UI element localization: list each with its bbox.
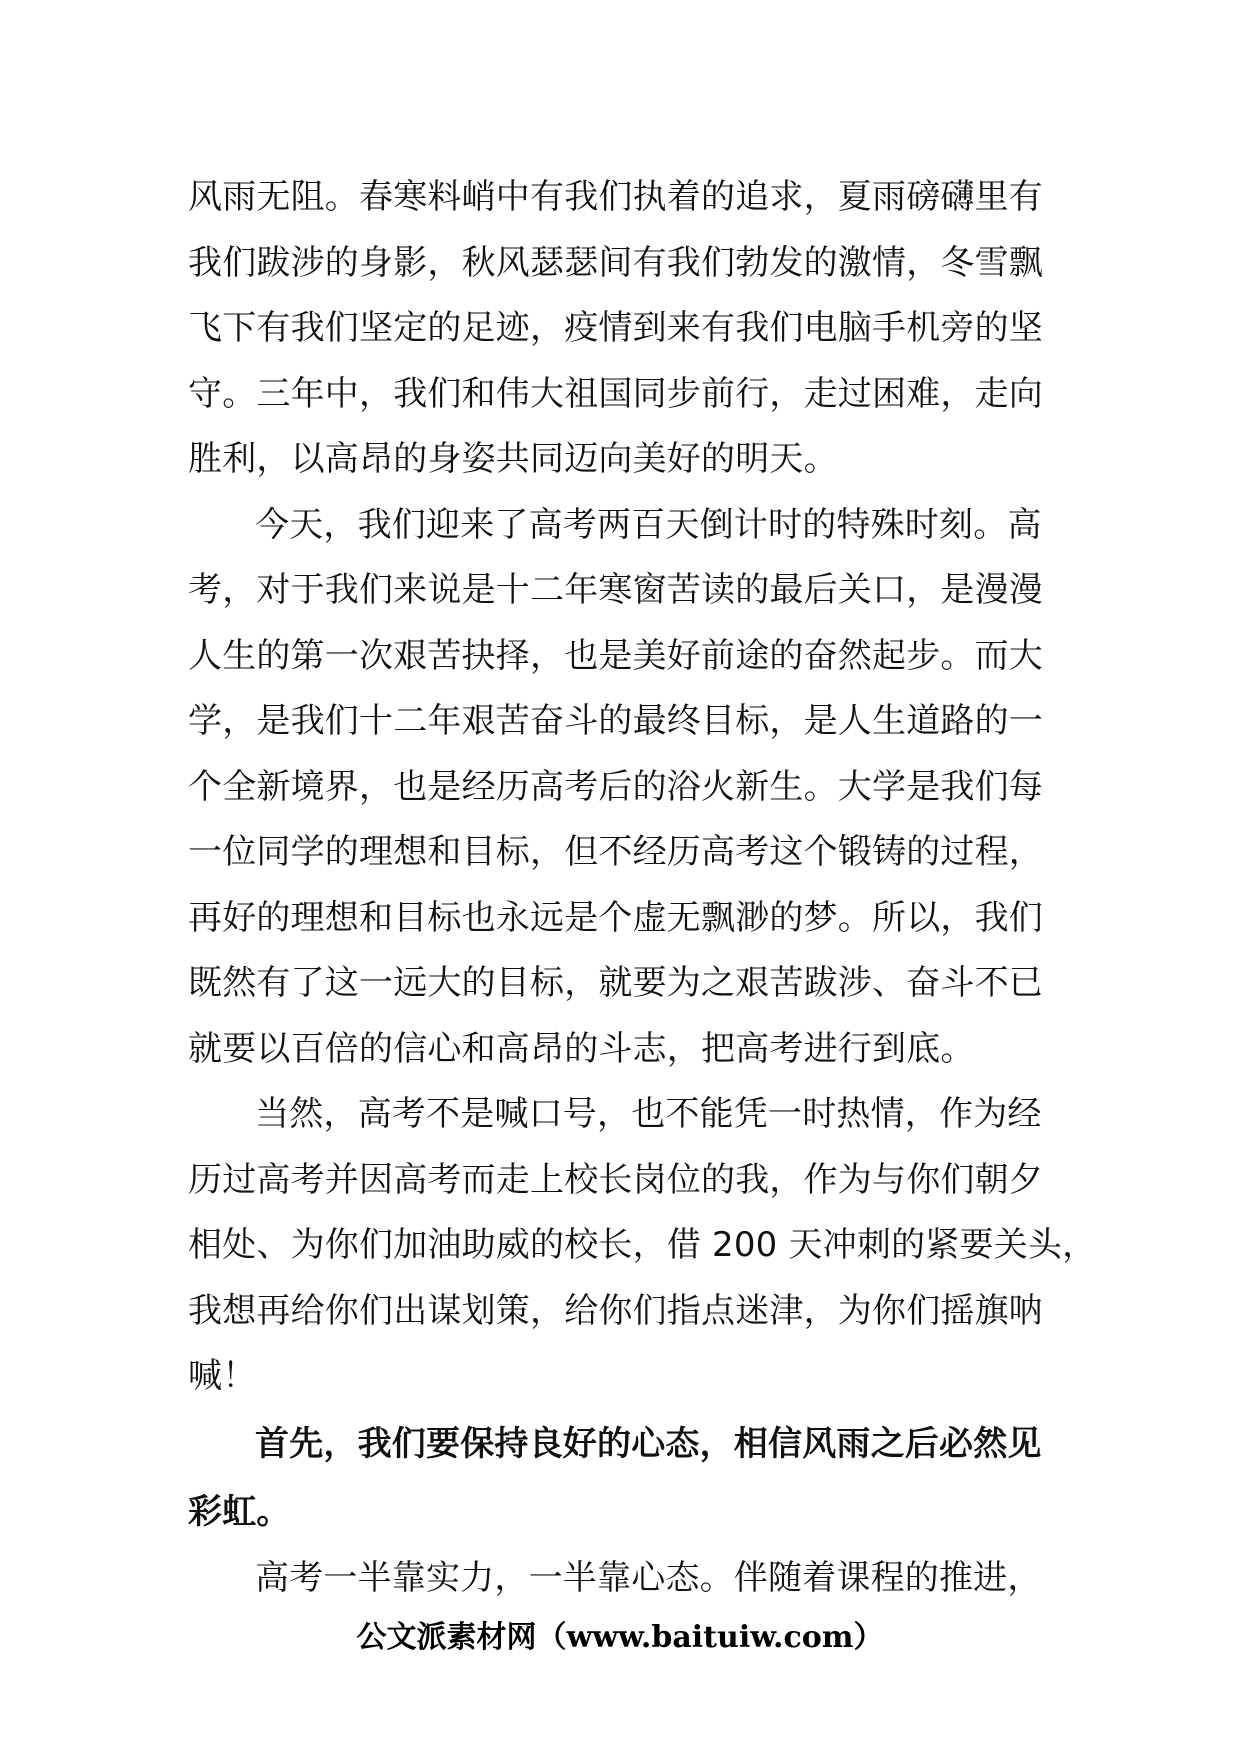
text-line: 飞下有我们坚定的足迹，疫情到来有我们电脑手机旁的坚 bbox=[188, 308, 1043, 348]
text-line: 人生的第一次艰苦抉择，也是美好前途的奋然起步。而大 bbox=[188, 635, 1043, 676]
text-line: 再好的理想和目标也永远是个虚无飘渺的梦。所以，我们 bbox=[188, 897, 1043, 938]
text-line: 历过高考并因高考而走上校长岗位的我，作为与你们朝夕 bbox=[188, 1159, 1043, 1200]
text-line: 风雨无阻。春寒料峭中有我们执着的追求，夏雨磅礴里有 bbox=[188, 177, 1043, 217]
body-text bbox=[188, 165, 1097, 1611]
text-line: 学，是我们十二年艰苦奋斗的最终目标，是人生道路的一 bbox=[188, 701, 1043, 741]
text-line: 我想再给你们出谋划策，给你们指点迷津，为你们摇旗呐 bbox=[188, 1290, 1043, 1331]
text-line: 考，对于我们来说是十二年寒窗苦读的最后关口，是漫漫 bbox=[188, 570, 1043, 610]
text-line: 守。三年中，我们和伟大祖国同步前行，走过困难，走向 bbox=[188, 373, 1043, 414]
heading-line: 彩虹。 bbox=[188, 1491, 291, 1532]
text-line: 一位同学的理想和目标，但不经历高考这个锻铸的过程， bbox=[188, 832, 1043, 872]
text-line: 胜利，以高昂的身姿共同迈向美好的明天。 bbox=[188, 439, 838, 479]
text-line: 我们跋涉的身影，秋风瑟瑟间有我们勃发的激情，冬雪飘 bbox=[188, 242, 1043, 283]
text-line: 高考一半靠实力，一半靠心态。伴随着课程的推进， bbox=[255, 1557, 1042, 1598]
text-line: 就要以百倍的信心和高昂的斗志，把高考进行到底。 bbox=[188, 1028, 975, 1069]
text-line: 个全新境界，也是经历高考后的浴火新生。大学是我们每 bbox=[188, 766, 1043, 807]
text-line: 喊！ bbox=[188, 1356, 257, 1396]
text-line: 当然，高考不是喊口号，也不能凭一时热情，作为经 bbox=[255, 1094, 1042, 1134]
footer-watermark: 公文派素材网（www.baituiw.com） bbox=[356, 1620, 884, 1655]
heading-line: 首先，我们要保持良好的心态，相信风雨之后必然见 bbox=[255, 1423, 1042, 1464]
text-line: 相处、为你们加油助威的校长，借 200 天冲刺的紧要关头， bbox=[188, 1225, 1097, 1265]
text-line: 今天，我们迎来了高考两百天倒计时的特殊时刻。高 bbox=[255, 504, 1042, 545]
text-line: 既然有了这一远大的目标，就要为之艰苦跋涉、奋斗不已 bbox=[188, 963, 1043, 1003]
